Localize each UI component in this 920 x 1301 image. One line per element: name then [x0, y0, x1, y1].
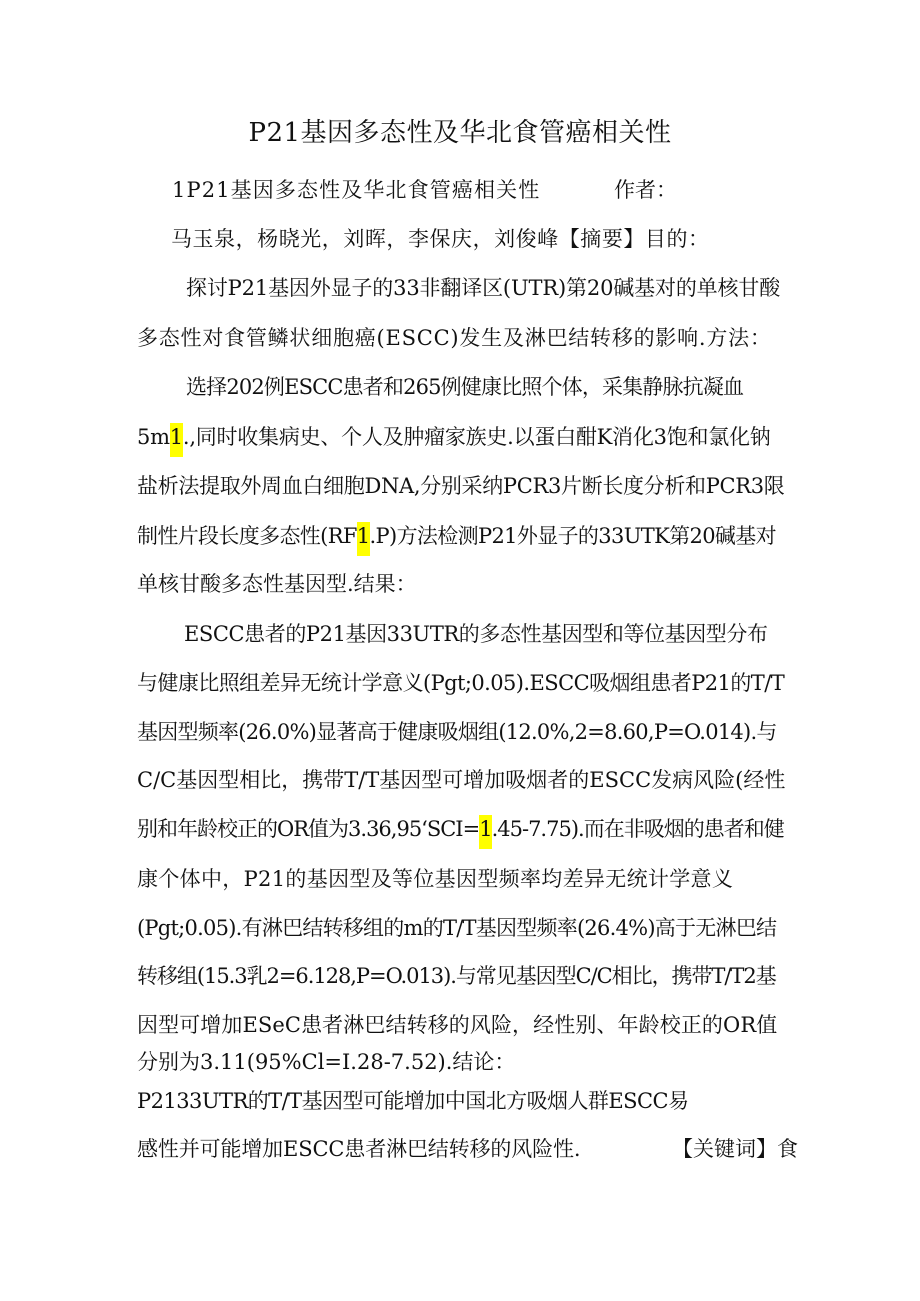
text-segment: 探讨P21基因外显子的33非翻译区(UTR)第20碱基对的单核甘酸	[186, 276, 781, 300]
text-line	[171, 225, 710, 253]
text-line	[172, 176, 540, 204]
text-line	[137, 815, 784, 843]
text-line	[137, 472, 784, 500]
text-segment: 感性并可能增加ESCC患者淋巴结转移的风险性.	[137, 1137, 581, 1161]
text-segment: .,同时收集病史、个人及肿瘤家族史.以蛋白酣K消化3饱和氯化钠	[182, 425, 771, 449]
text-segment: 【关键词】食	[672, 1137, 798, 1161]
text-segment: .P)方法检测P21外显子的33UTK第20碱基对	[369, 524, 776, 548]
text-segment: ESCC患者的P21基因33UTR的多态性基因型和等位基因型分布	[184, 622, 768, 646]
text-segment: P2133UTR的T/T基因型可能增加中国北方吸烟人群ESCC易	[137, 1089, 689, 1113]
text-line	[137, 1087, 688, 1115]
text-segment: 制性片段长度多态性(RF	[137, 524, 357, 548]
text-segment: 1P21基因多态性及华北食管癌相关性	[172, 178, 541, 202]
text-segment: 别和年龄校正的OR值为3.36,95‘SCI=	[137, 817, 480, 841]
text-segment: 与健康比照组差异无统计学意义(Pgt;0.05).ESCC吸烟组患者P21的T/T	[137, 671, 785, 695]
text-segment: 马玉泉，杨晓光，刘晖，李保庆，刘俊峰【摘要】目的：	[171, 227, 710, 251]
text-line	[137, 1135, 580, 1163]
text-segment: 因型可增加ESeC患者淋巴结转移的风险，经性别、年龄校正的OR值	[137, 1013, 778, 1037]
text-segment: 选择202例ESCC患者和265例健康比照个体，采集静脉抗凝血	[186, 375, 744, 399]
document-title: P21基因多态性及华北食管癌相关性	[248, 118, 672, 148]
text-segment: 盐析法提取外周血白细胞DNA,分别采纳PCR3片断长度分析和PCR3限	[137, 474, 785, 498]
text-line	[137, 570, 417, 598]
text-line	[137, 1048, 515, 1076]
text-line	[137, 423, 770, 451]
text-line	[137, 962, 776, 990]
text-segment: .45-7.75).而在非吸烟的患者和健	[491, 817, 784, 841]
highlighted-text: 1	[357, 522, 370, 556]
text-line	[137, 914, 776, 942]
text-segment: 5m	[137, 425, 170, 449]
text-segment: 康个体中，P21的基因型及等位基因型频率均差异无统计学意义	[137, 867, 734, 891]
text-line	[137, 522, 776, 550]
highlighted-text: 1	[170, 423, 183, 457]
text-segment: 基因型频率(26.0%)显著高于健康吸烟组(12.0%,2=8.60,P=O.014).与	[137, 720, 777, 744]
text-segment: (Pgt;0.05).有淋巴结转移组的m的T/T基因型频率(26.4%)高于无淋巴结	[137, 916, 777, 940]
text-line	[184, 620, 768, 648]
text-line	[137, 669, 784, 697]
text-segment: 转移组(15.3乳2=6.128,P=O.013).与常见基因型C/C相比，携带T/T2基	[137, 964, 776, 988]
highlighted-text: 1	[479, 815, 491, 849]
text-line	[137, 1011, 777, 1039]
text-segment: 分别为3.11(95%Cl=I.28-7.52).结论：	[137, 1050, 516, 1074]
text-line	[186, 274, 780, 302]
text-segment: C/C基因型相比，携带T/T基因型可增加吸烟者的ESCC发病风险(经性	[137, 768, 786, 792]
text-segment: 多态性对食管鳞状细胞癌(ESCC)发生及淋巴结转移的影响.方法：	[137, 326, 772, 350]
text-line	[137, 865, 733, 893]
text-segment: 作者：	[614, 178, 677, 202]
text-line	[137, 324, 772, 352]
text-line	[137, 718, 777, 746]
text-line	[614, 176, 677, 204]
text-line	[186, 373, 743, 401]
text-line	[137, 766, 785, 794]
text-segment: 单核甘酸多态性基因型.结果：	[137, 572, 417, 596]
text-line	[672, 1135, 798, 1163]
